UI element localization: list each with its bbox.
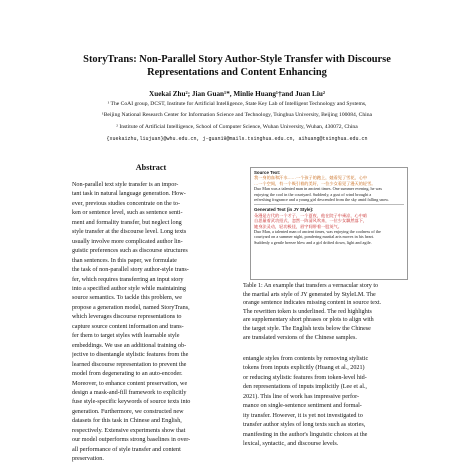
body-line: 2021). This line of work has impressive perfor- [243,393,360,400]
caption-line: the target style. The English texts below the Chinese [243,325,371,332]
figure-divider [254,204,404,205]
source-text-label: Source Text: [254,170,281,175]
caption-line: the martial arts style of JY generated by StyleLM. The [243,291,376,298]
abstract-line: usually involve more complicated author lin- [72,238,183,245]
source-text-en-line: enjoying the cool in the courtyard. Suddenly, a gust of wind brought a [254,191,372,197]
source-text-zh-line: 我一身的血和汗水……一个孩子的跑上，她看见了雪花，心中 [254,175,368,181]
affiliation-2: ¹Beijing National Research Center for Information Science and Technology, Tsinghua University, Beijing 100084, China [102,112,372,118]
abstract-line: fer them to target styles with learnable style [72,333,180,340]
body-line: den representations of inputs implicitly (Lee et al., [243,384,367,391]
abstract-line: ment and formality transfer, but neglect long [72,219,182,226]
caption-line: The rewritten token is underlined. The red highlights [243,308,372,315]
table-caption [243,282,415,342]
abstract-body [72,181,230,465]
abstract-line: learned discourse representation to prevent the [72,361,187,368]
abstract-line: preservation. [72,456,104,463]
abstract-line: ever, previous studies concentrate on the to- [72,200,181,207]
generated-text-zh-line: 自思量着武功招式，忽然一阵清风吹来，一位少女飘然落下， [254,218,368,224]
title-line-2: Representations and Content Enhancing [147,67,327,78]
generated-text-en-line: Suddenly a gentle breeze blew and a girl drifted down, light and agile. [254,239,372,245]
paper-title [40,53,434,79]
body-line: transfer author styles of long texts such as stories, [243,422,366,429]
abstract-line: source semantics. To tackle this problem, we [72,295,182,302]
abstract-line: style transfer at the discourse level. Long texts [72,229,187,236]
author-list: Xuekai Zhu²; Jian Guan¹*, Minlie Huang¹†and Juan Liu² [149,90,325,98]
abstract-line: propose a generation model, named StoryTrans, [72,304,190,311]
body-line: manifesting in the author's linguistic choices at the [243,431,368,438]
abstract-line: capture source content information and trans- [72,323,184,330]
source-text-zh-line: …一个空间，有一个吸引着的美好，一位少女看见了漫天的轻雪。 [254,180,376,186]
generated-text-en-line: Duo Man, a talented man of ancient times, was enjoying the coolness of the [254,229,381,235]
abstract-line: generation. Furthermore, we constructed new [72,408,184,415]
body-line: tokens from inputs explicitly (Huang et al., 2021) [243,365,365,372]
source-text-en-line: refreshing fragrance and a young girl descended from the sky amid falling snow. [254,197,389,203]
example-table-figure [250,167,408,280]
body-line: lexical, syntactic, and discourse levels. [243,441,339,448]
abstract-line: the task of non-parallel story author-style trans- [72,267,189,274]
abstract-line: model from degenerating to an auto-encoder. [72,371,183,378]
abstract-line: embeddings. We use an additional training ob- [72,342,187,349]
abstract-line: than sentences. In this paper, we formulate [72,257,177,264]
caption-line: are translated versions of the Chinese samples. [243,334,357,341]
abstract-line: datasets for this task in Chinese and English, [72,418,182,425]
abstract-line: fuse style-specific keywords of source texts into [72,399,191,406]
body-line: mance on single-sentence sentiment and formal- [243,403,362,410]
abstract-line: Moreover, to enhance content preservation, we [72,380,188,387]
abstract-line: Non-parallel text style transfer is an impor- [72,182,179,188]
abstract-line: fer, which requires transferring an input story [72,276,184,283]
abstract-line: guistic preferences such as discourse structures [72,248,188,255]
generated-text-en-line: courtyard on a summer night, pondering martial arts moves in his heart. [254,234,375,240]
body-line: ity transfer. However, it is yet not investigated to [243,412,363,419]
abstract-line: respectively. Extensive experiments show that [72,427,186,434]
generated-text-zh-line: 她身法灵动，轻功极佳，眉宇间带着一股英气。 [254,223,342,229]
abstract-line: ken or sentence level, such as sentence senti- [72,210,183,217]
abstract-line: all performance of style transfer and content [72,446,181,453]
caption-line: are supplementary short phrases or plots to align with [243,317,374,324]
generated-text-label: Generated Text (in JY Style): [254,207,314,213]
abstract-line: jective to disentangle stylistic features from the [72,352,189,359]
abstract-line: into a specified author style while maintaining [72,285,186,292]
caption-line: orange sentence indicates missing content in source text. [243,300,382,307]
affiliation-3: ² Institute of Artificial Intelligence, School of Computer Science, Wuhan University, Wuhan, 430072, China [116,124,358,130]
abstract-line: which leverages discourse representations to [72,314,182,321]
body-line: or reducing stylistic features from token-level hid- [243,374,367,381]
body-line: entangle styles from contents by removing stylistic [243,356,369,362]
author-emails: {xuekaizhu,liujuan}@whu.edu.cn, j-guan19@mails.tsinghua.edu.cn, aihuang@tsinghua.edu.cn [106,136,368,142]
intro-body-text [243,355,415,450]
abstract-line: design a mask-and-fill framework to explicitly [72,389,187,396]
abstract-heading: Abstract [135,163,167,172]
caption-line: Table 1: An example that transfers a vernacular story to [243,283,379,289]
affiliation-1: ¹ The CoAI group, DCST, Institute for Artificial Intelligence, State Key Lab of Intelligent Technology and Systems, [107,101,367,107]
abstract-line: tant task in natural language generation. How- [72,191,186,198]
title-line-1: StoryTrans: Non-Parallel Story Author-Style Transfer with Discourse [83,54,391,65]
generated-text-zh-line: 朵漫是古代的一个才子，一个夏夜，他在院子中乘凉，心中暗 [254,212,368,218]
source-text-en-line: Duo Man was a talented man in ancient times. One summer evening, he was [254,186,383,192]
abstract-line: our model outperforms strong baselines in over- [72,437,191,444]
